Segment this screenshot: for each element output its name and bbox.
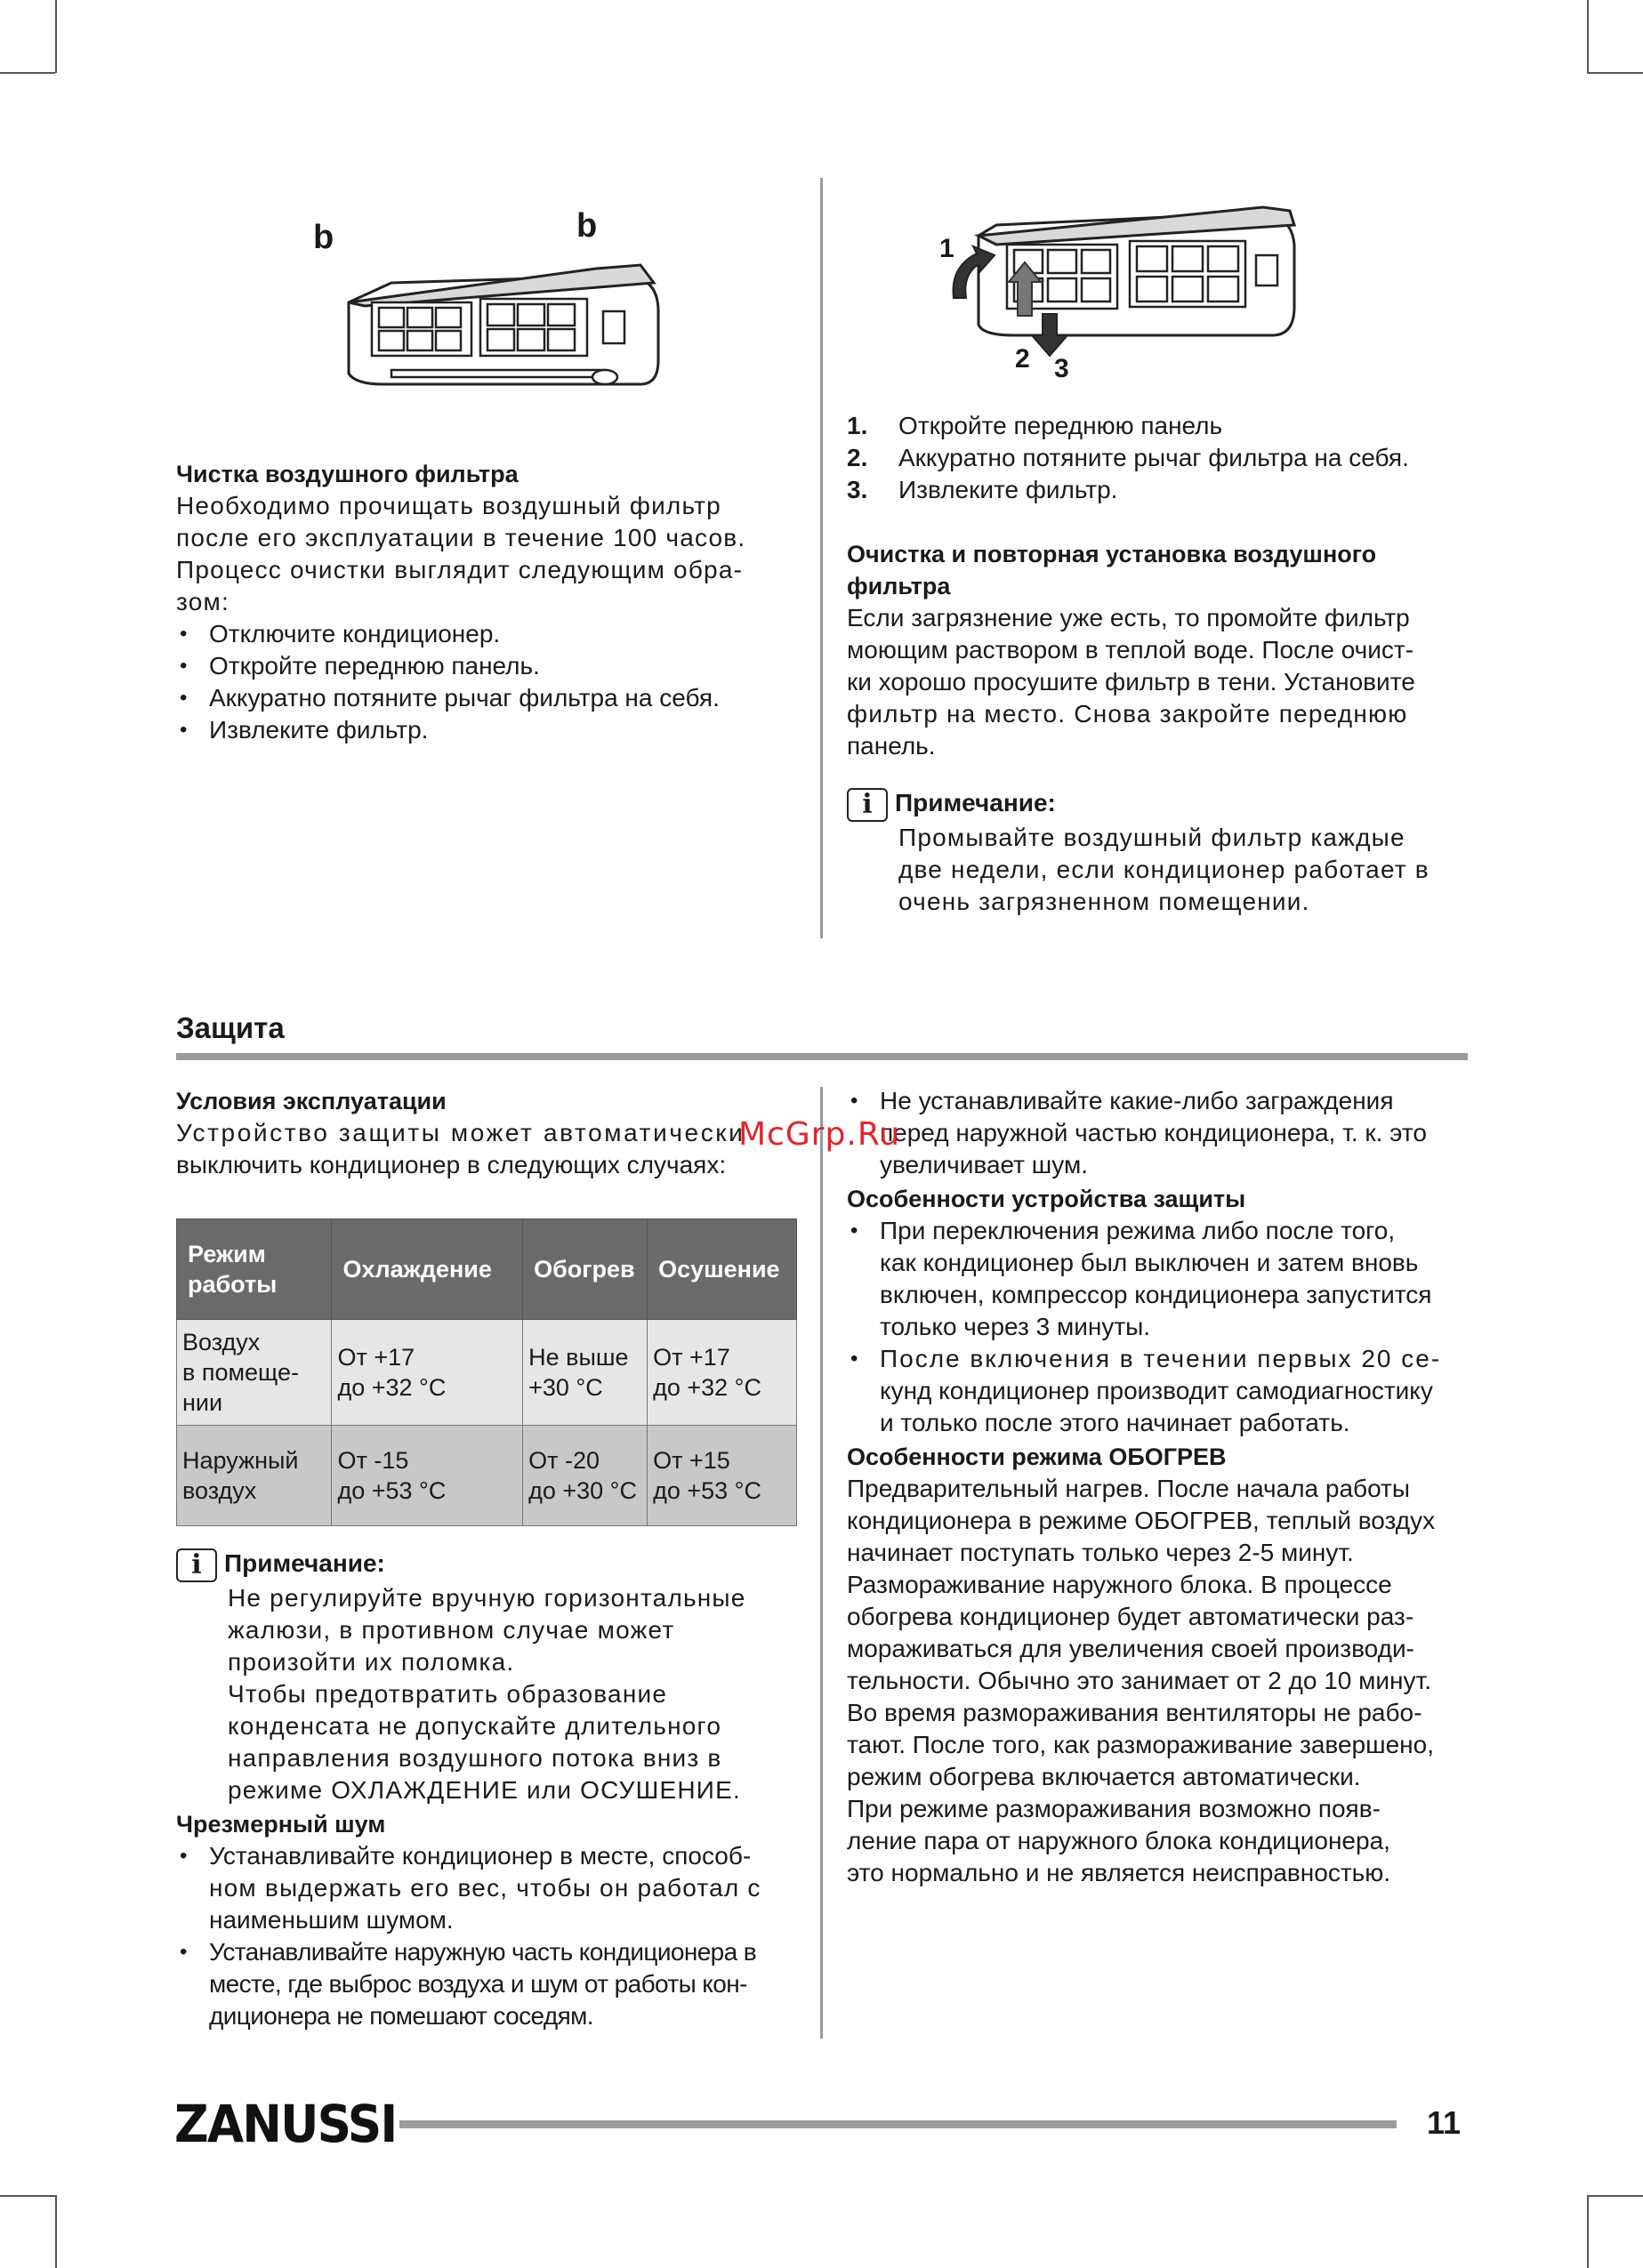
filter-cleaning-section xyxy=(176,458,808,746)
step-number: 1. xyxy=(847,412,868,439)
item-line: включен, компрессор кондиционера запустится xyxy=(880,1281,1432,1308)
info-icon: i xyxy=(176,1548,217,1582)
intro-line: Процесс очистки выглядит следующим обра- xyxy=(176,556,744,583)
crop-mark xyxy=(55,2195,57,2268)
intro-line: Необходимо прочищать воздушный фильтр xyxy=(176,492,721,519)
cell-line: +30 °C xyxy=(528,1374,603,1401)
header-cooling: Охлаждение xyxy=(332,1219,523,1320)
info-icon: i xyxy=(847,788,888,822)
table-cell xyxy=(177,1320,332,1426)
header-line: Режим xyxy=(188,1241,266,1267)
noise-list xyxy=(176,1840,808,2032)
filter-removal-steps xyxy=(847,410,1478,506)
list-item xyxy=(847,1085,1478,1181)
list-item: • Откройте переднюю панель. xyxy=(176,650,808,682)
table-row xyxy=(177,1320,797,1426)
operating-conditions-section xyxy=(176,1085,808,1181)
obstruction-list xyxy=(847,1085,1478,1181)
para-line: При режиме размораживания возможно появ- xyxy=(847,1795,1381,1822)
protection-list xyxy=(847,1215,1478,1439)
figure-label-1: 1 xyxy=(939,234,954,263)
table-cell xyxy=(648,1320,797,1426)
crop-mark xyxy=(0,72,55,74)
para-line: это нормально и не является неисправностью. xyxy=(847,1859,1391,1886)
para-line: панель. xyxy=(847,732,936,760)
note-line: жалюзи, в противном случае может xyxy=(228,1615,675,1644)
noise-title: Чрезмерный шум xyxy=(176,1810,386,1838)
para-line: кондиционера в режиме ОБОГРЕВ, теплый воздух xyxy=(847,1507,1436,1534)
list-item xyxy=(847,410,1478,442)
step-number: 2. xyxy=(847,444,868,471)
item-line: как кондиционер был выключен и затем вновь xyxy=(880,1249,1419,1276)
intro-line: после его эксплуатации в течение 100 часов. xyxy=(176,524,746,551)
intro-line: выключить кондиционер в следующих случаях: xyxy=(176,1151,727,1178)
filter-reinstall-title xyxy=(847,538,1478,602)
table-header-row xyxy=(177,1219,797,1320)
para-line: Предварительный нагрев. После начала работы xyxy=(847,1475,1410,1502)
note-title: Примечание: xyxy=(224,1549,385,1577)
item-line: диционера не помешают соседям. xyxy=(209,2001,593,2030)
note-line: конденсата не допускайте длительного xyxy=(228,1711,722,1740)
list-item xyxy=(176,1840,808,1936)
table-cell xyxy=(332,1320,523,1426)
item-line: • Устанавливайте кондиционер в месте, способ- xyxy=(209,1841,752,1870)
filter-reinstall-text xyxy=(847,602,1478,762)
intro-line: Устройство защиты может автоматически xyxy=(176,1119,745,1146)
title-line: фильтра xyxy=(847,573,951,599)
list-item: • Отключите кондиционер. xyxy=(176,618,808,650)
air-conditioner-open-panel-icon xyxy=(302,213,676,400)
header-drying: Осушение xyxy=(648,1219,797,1320)
step-text: Извлеките фильтр. xyxy=(898,476,1118,503)
item-line: • При переключения режима либо после того, xyxy=(880,1217,1396,1244)
item-line: только через 3 минуты. xyxy=(880,1313,1151,1340)
section-title: Защита xyxy=(176,1011,285,1044)
cell-line: От -20 xyxy=(528,1447,600,1474)
list-item xyxy=(847,1343,1478,1439)
figure-label-b-left: b xyxy=(313,219,334,256)
para-line: моющим раствором в теплой воде. После очист- xyxy=(847,636,1414,664)
table-row xyxy=(177,1426,797,1526)
heating-text xyxy=(847,1473,1478,1889)
item-line: наименьшим шумом. xyxy=(209,1905,454,1934)
cell-line: нии xyxy=(182,1389,223,1416)
page-number: 11 xyxy=(1427,2104,1462,2141)
cell-line: до +53 °C xyxy=(337,1477,447,1504)
right-bottom-section xyxy=(847,1085,1478,1889)
note-line: направления воздушного потока вниз в xyxy=(228,1743,722,1772)
operating-conditions-table xyxy=(176,1218,797,1526)
cell-line: до +53 °C xyxy=(653,1477,761,1504)
filter-removal-section xyxy=(847,410,1478,918)
figure-label-b-right: b xyxy=(576,207,598,245)
para-line: начинает поступать только через 2-5 минут. xyxy=(847,1539,1354,1566)
air-conditioner-filter-removal-icon xyxy=(943,200,1299,387)
cell-line: в помеще- xyxy=(182,1359,299,1386)
watermark: McGrp.Ru xyxy=(738,1116,901,1153)
para-line: ление пара от наружного блока кондиционера, xyxy=(847,1827,1390,1854)
note-line: Не регулируйте вручную горизонтальные xyxy=(228,1583,746,1612)
cell-line: Воздух xyxy=(182,1329,261,1355)
table-cell xyxy=(177,1426,332,1526)
cell-line: От -15 xyxy=(337,1447,409,1474)
list-item xyxy=(847,474,1478,506)
crop-mark xyxy=(1587,2195,1589,2268)
step-text: Аккуратно потяните рычаг фильтра на себя. xyxy=(898,444,1409,471)
para-line: мораживаться для увеличения своей производи- xyxy=(847,1635,1414,1662)
footer-rule xyxy=(399,2120,1397,2128)
cell-line: Наружный xyxy=(182,1447,299,1474)
protection-title: Особенности устройства защиты xyxy=(847,1186,1246,1212)
note-line: Промывайте воздушный фильтр каждые xyxy=(898,823,1405,851)
note-block xyxy=(847,787,1478,918)
column-divider-top xyxy=(820,178,823,938)
figure-label-3: 3 xyxy=(1054,354,1069,383)
cell-line: От +15 xyxy=(653,1447,730,1474)
cell-line: до +32 °C xyxy=(337,1374,447,1401)
note-line: очень загрязненном помещении. xyxy=(898,887,1310,915)
table-cell xyxy=(523,1320,648,1426)
list-item: • Аккуратно потяните рычаг фильтра на себя. xyxy=(176,682,808,714)
title-line: Очистка и повторная установка воздушного xyxy=(847,541,1377,567)
cell-line: до +30 °C xyxy=(528,1477,637,1504)
section-rule xyxy=(176,1053,1468,1060)
crop-mark xyxy=(1587,0,1589,73)
list-item xyxy=(847,442,1478,474)
list-item xyxy=(847,1215,1478,1343)
item-line: перед наружной частью кондиционера, т. к. это xyxy=(880,1119,1427,1146)
note-block xyxy=(176,1548,808,1806)
list-item: • Извлеките фильтр. xyxy=(176,714,808,746)
para-line: Размораживание наружного блока. В процессе xyxy=(847,1571,1392,1598)
cell-line: От +17 xyxy=(337,1344,415,1371)
step-text: Откройте переднюю панель xyxy=(898,412,1223,439)
brand-logo: ZANUSSI xyxy=(174,2094,397,2154)
table-cell xyxy=(648,1426,797,1526)
para-line: Во время размораживания вентиляторы не рабо- xyxy=(847,1699,1422,1726)
table-cell xyxy=(523,1426,648,1526)
cell-line: От +17 xyxy=(653,1344,730,1371)
item-line: месте, где выброс воздуха и шум от работы кон- xyxy=(209,1969,747,1998)
filter-cleaning-illustration xyxy=(302,213,676,400)
note-line: Чтобы предотвратить образование xyxy=(228,1679,668,1708)
note-line: две недели, если кондиционер работает в xyxy=(898,855,1430,883)
operating-conditions-intro xyxy=(176,1117,808,1181)
column-divider-bottom xyxy=(820,1087,823,2039)
crop-mark xyxy=(1587,2195,1643,2197)
crop-mark xyxy=(0,2195,55,2197)
figure-label-2: 2 xyxy=(1015,344,1030,374)
item-line: кунд кондиционер производит самодиагностику xyxy=(880,1377,1433,1404)
crop-mark xyxy=(55,0,57,73)
filter-cleaning-title: Чистка воздушного фильтра xyxy=(176,461,519,487)
cell-line: воздух xyxy=(182,1477,257,1504)
operating-conditions-title: Условия эксплуатации xyxy=(176,1088,447,1114)
filter-cleaning-steps xyxy=(176,618,808,746)
para-line: обогрева кондиционер будет автоматически раз- xyxy=(847,1603,1414,1630)
item-line: и только после этого начинает работать. xyxy=(880,1409,1350,1436)
table-cell xyxy=(332,1426,523,1526)
step-number: 3. xyxy=(847,476,868,503)
item-line: • Устанавливайте наружную часть кондиционера в xyxy=(209,1937,757,1966)
cell-line: Не выше xyxy=(528,1344,629,1371)
note-line: режиме ОХЛАЖДЕНИЕ или ОСУШЕНИЕ. xyxy=(228,1775,741,1804)
crop-mark xyxy=(1587,72,1643,74)
para-line: тают. После того, как размораживание завершено, xyxy=(847,1731,1434,1758)
item-line: • После включения в течении первых 20 се- xyxy=(880,1345,1442,1372)
filter-removal-illustration xyxy=(943,200,1299,387)
para-line: Если загрязнение уже есть, то промойте фильтр xyxy=(847,604,1410,631)
header-line: работы xyxy=(188,1271,278,1298)
para-line: ки хорошо просушите фильтр в тени. Установите xyxy=(847,668,1415,696)
para-line: тельности. Обычно это занимает от 2 до 10 минут. xyxy=(847,1667,1431,1694)
para-line: фильтр на место. Снова закройте переднюю xyxy=(847,700,1408,728)
para-line: режим обогрева включается автоматически. xyxy=(847,1763,1361,1790)
item-line: • Не устанавливайте какие-либо заграждения xyxy=(880,1087,1394,1114)
header-mode xyxy=(177,1219,332,1320)
note-title: Примечание: xyxy=(895,789,1056,816)
item-line: увеличивает шум. xyxy=(880,1151,1088,1178)
cell-line: до +32 °C xyxy=(653,1374,761,1401)
note-line: произойти их поломка. xyxy=(228,1647,515,1676)
item-line: ном выдержать его вес, чтобы он работал с xyxy=(209,1873,761,1902)
intro-line: зом: xyxy=(176,588,230,615)
heating-title: Особенности режима ОБОГРЕВ xyxy=(847,1444,1227,1470)
list-item xyxy=(176,1936,808,2032)
left-bottom-note-and-noise xyxy=(176,1548,808,2032)
header-heating: Обогрев xyxy=(523,1219,648,1320)
filter-cleaning-intro xyxy=(176,490,808,618)
